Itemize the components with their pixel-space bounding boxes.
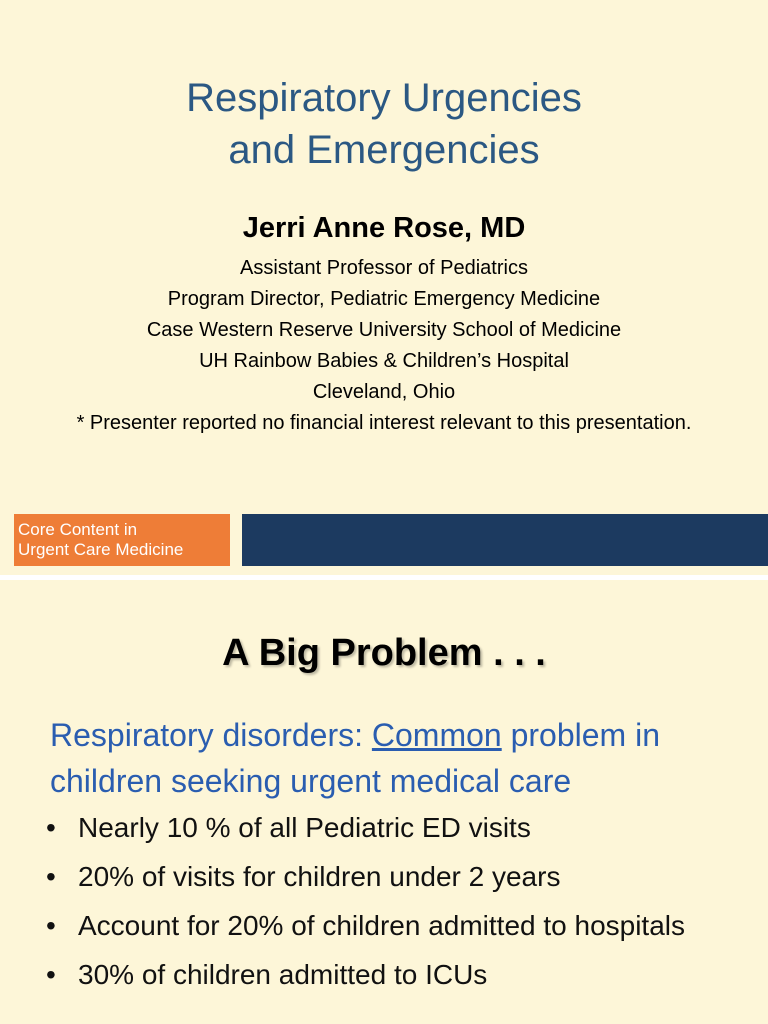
bullet-dot-icon: •: [46, 910, 56, 941]
lead-prefix: Respiratory disorders:: [50, 717, 372, 753]
lead-statement: [50, 712, 750, 804]
list-item: [46, 906, 746, 946]
info-line-school: Case Western Reserve University School of Medicine: [146, 319, 622, 341]
bullet-dot-icon: •: [46, 812, 56, 843]
lead-underlined-word: Common: [371, 717, 502, 753]
bullet-text: Nearly 10 % of all Pediatric ED visits: [78, 812, 531, 843]
presenter-name: Jerri Anne Rose, MD: [242, 212, 526, 244]
bullet-dot-icon: •: [46, 959, 56, 990]
list-item: [46, 955, 746, 995]
slide-title: [0, 72, 768, 176]
presenter-info: [0, 253, 768, 439]
bullet-text: 30% of children admitted to ICUs: [78, 959, 488, 990]
title-line-2: and Emergencies: [228, 128, 540, 172]
info-line-hospital: UH Rainbow Babies & Children’s Hospital: [199, 350, 569, 372]
slide-2: [0, 580, 768, 1024]
banner-line-2: Urgent Care Medicine: [18, 540, 184, 559]
lead-suffix: problem in children seeking urgent medical care: [50, 717, 660, 799]
core-content-banner: [14, 514, 230, 566]
bullet-dot-icon: •: [46, 861, 56, 892]
list-item: [46, 808, 746, 848]
disclosure-line: * Presenter reported no financial interest relevant to this presentation.: [76, 412, 692, 434]
slide-title: A Big Problem . . .: [222, 632, 546, 674]
list-item: [46, 857, 746, 897]
banner-blue-bar: [242, 514, 768, 566]
info-line-title: Assistant Professor of Pediatrics: [240, 257, 528, 279]
banner-line-1: Core Content in: [18, 520, 138, 539]
bullet-list: [46, 808, 746, 1004]
bullet-text: Account for 20% of children admitted to hospitals: [78, 910, 686, 941]
info-line-program: Program Director, Pediatric Emergency Medicine: [167, 288, 601, 310]
bullet-text: 20% of visits for children under 2 years: [78, 861, 561, 892]
title-line-1: Respiratory Urgencies: [186, 76, 582, 120]
info-line-city: Cleveland, Ohio: [312, 381, 456, 403]
